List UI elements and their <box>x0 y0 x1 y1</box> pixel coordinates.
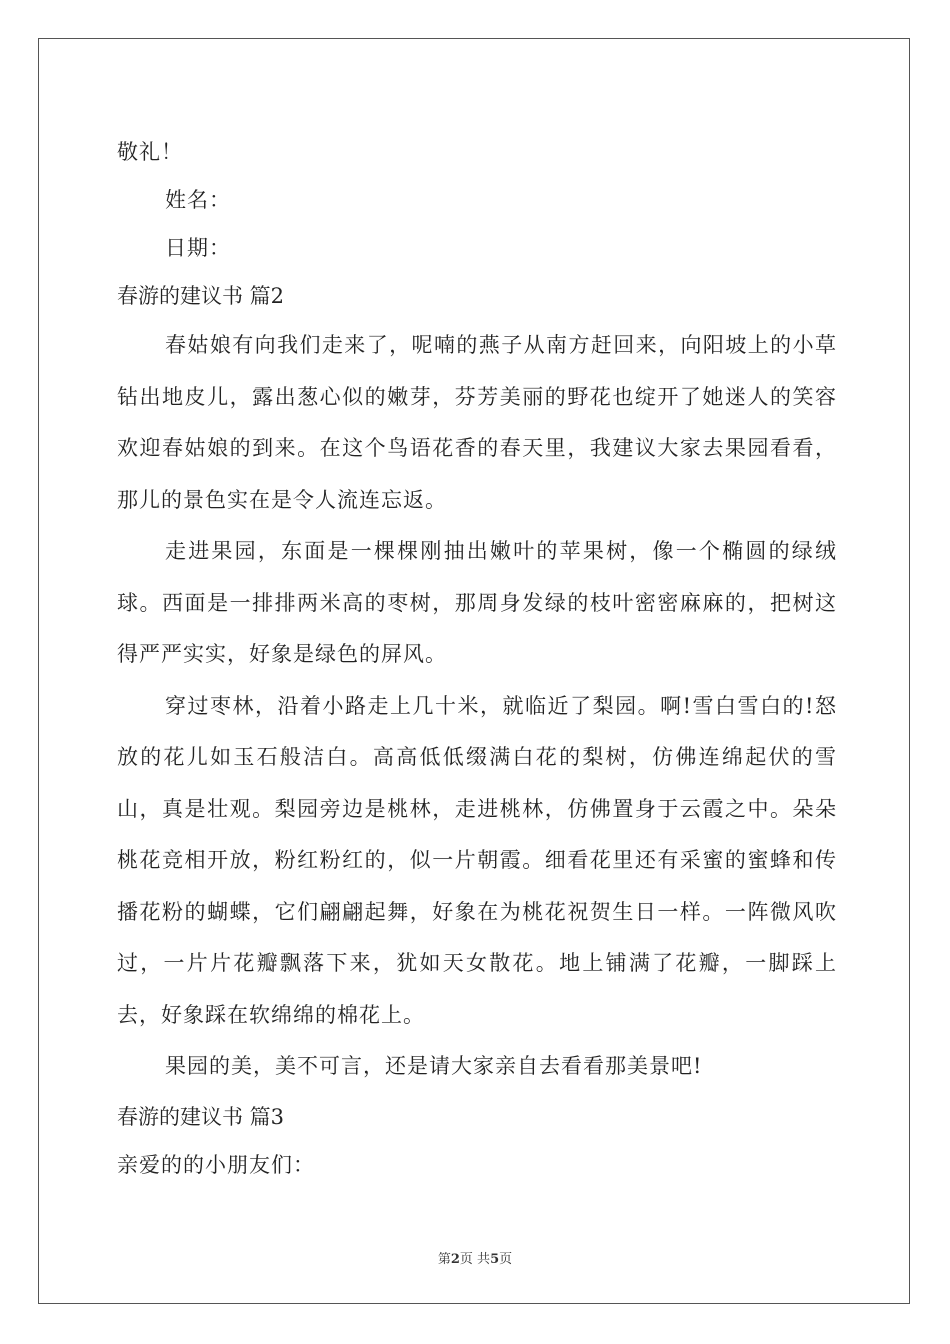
paragraph-4: 果园的美，美不可言，还是请大家亲自去看看那美景吧! <box>165 1054 703 1078</box>
total-page-number: 5 <box>490 1252 500 1267</box>
name-label: 姓名： <box>165 188 231 212</box>
date-label: 日期： <box>165 236 231 260</box>
greeting: 亲爱的的小朋友们： <box>117 1152 315 1177</box>
current-page-number: 2 <box>450 1252 460 1267</box>
section-heading-2: 春游的建议书 篇2 <box>117 284 285 308</box>
paragraph-3: 穿过枣林，沿着小路走上几十米，就临近了梨园。啊!雪白雪白的!怒放的花儿如玉石般洁白。高高低低缀满白花的梨树，仿佛连绵起伏的雪山，真是壮观。梨园旁边是桃林，走进桃林，仿佛置身于云霞之中。朵朵桃花竞相开放，粉红粉红的，似一片朝霞。细看花里还有采蜜的蜜蜂和传播花粉的蝴蝶，它们翩翩起舞，好象在为桃花祝贺生日一样。一阵微风吹过，一片片花瓣飘落下来，犹如天女散花。地上铺满了花瓣，一脚踩上去，好象踩在软绵绵的棉花上。 <box>117 693 837 1027</box>
closing-salute: 敬礼！ <box>117 140 183 164</box>
footer-suffix: 页 <box>499 1252 513 1267</box>
footer-prefix: 第 <box>437 1252 451 1267</box>
paragraph-1: 春姑娘有向我们走来了，呢喃的燕子从南方赶回来，向阳坡上的小草钻出地皮儿，露出葱心似的嫩芽，芬芳美丽的野花也绽开了她迷人的笑容欢迎春姑娘的到来。在这个鸟语花香的春天里，我建议大家去果园看看，那儿的景色实在是令人流连忘返。 <box>117 333 837 512</box>
page-footer <box>0 1248 950 1267</box>
section-heading-3: 春游的建议书 篇3 <box>117 1104 285 1129</box>
document-body <box>117 128 837 1189</box>
paragraph-2: 走进果园，东面是一棵棵刚抽出嫩叶的苹果树，像一个椭圆的绿绒球。西面是一排排两米高的枣树，那周身发绿的枝叶密密麻麻的，把树这得严严实实，好象是绿色的屏风。 <box>117 539 837 666</box>
footer-middle: 页 共 <box>459 1252 491 1267</box>
